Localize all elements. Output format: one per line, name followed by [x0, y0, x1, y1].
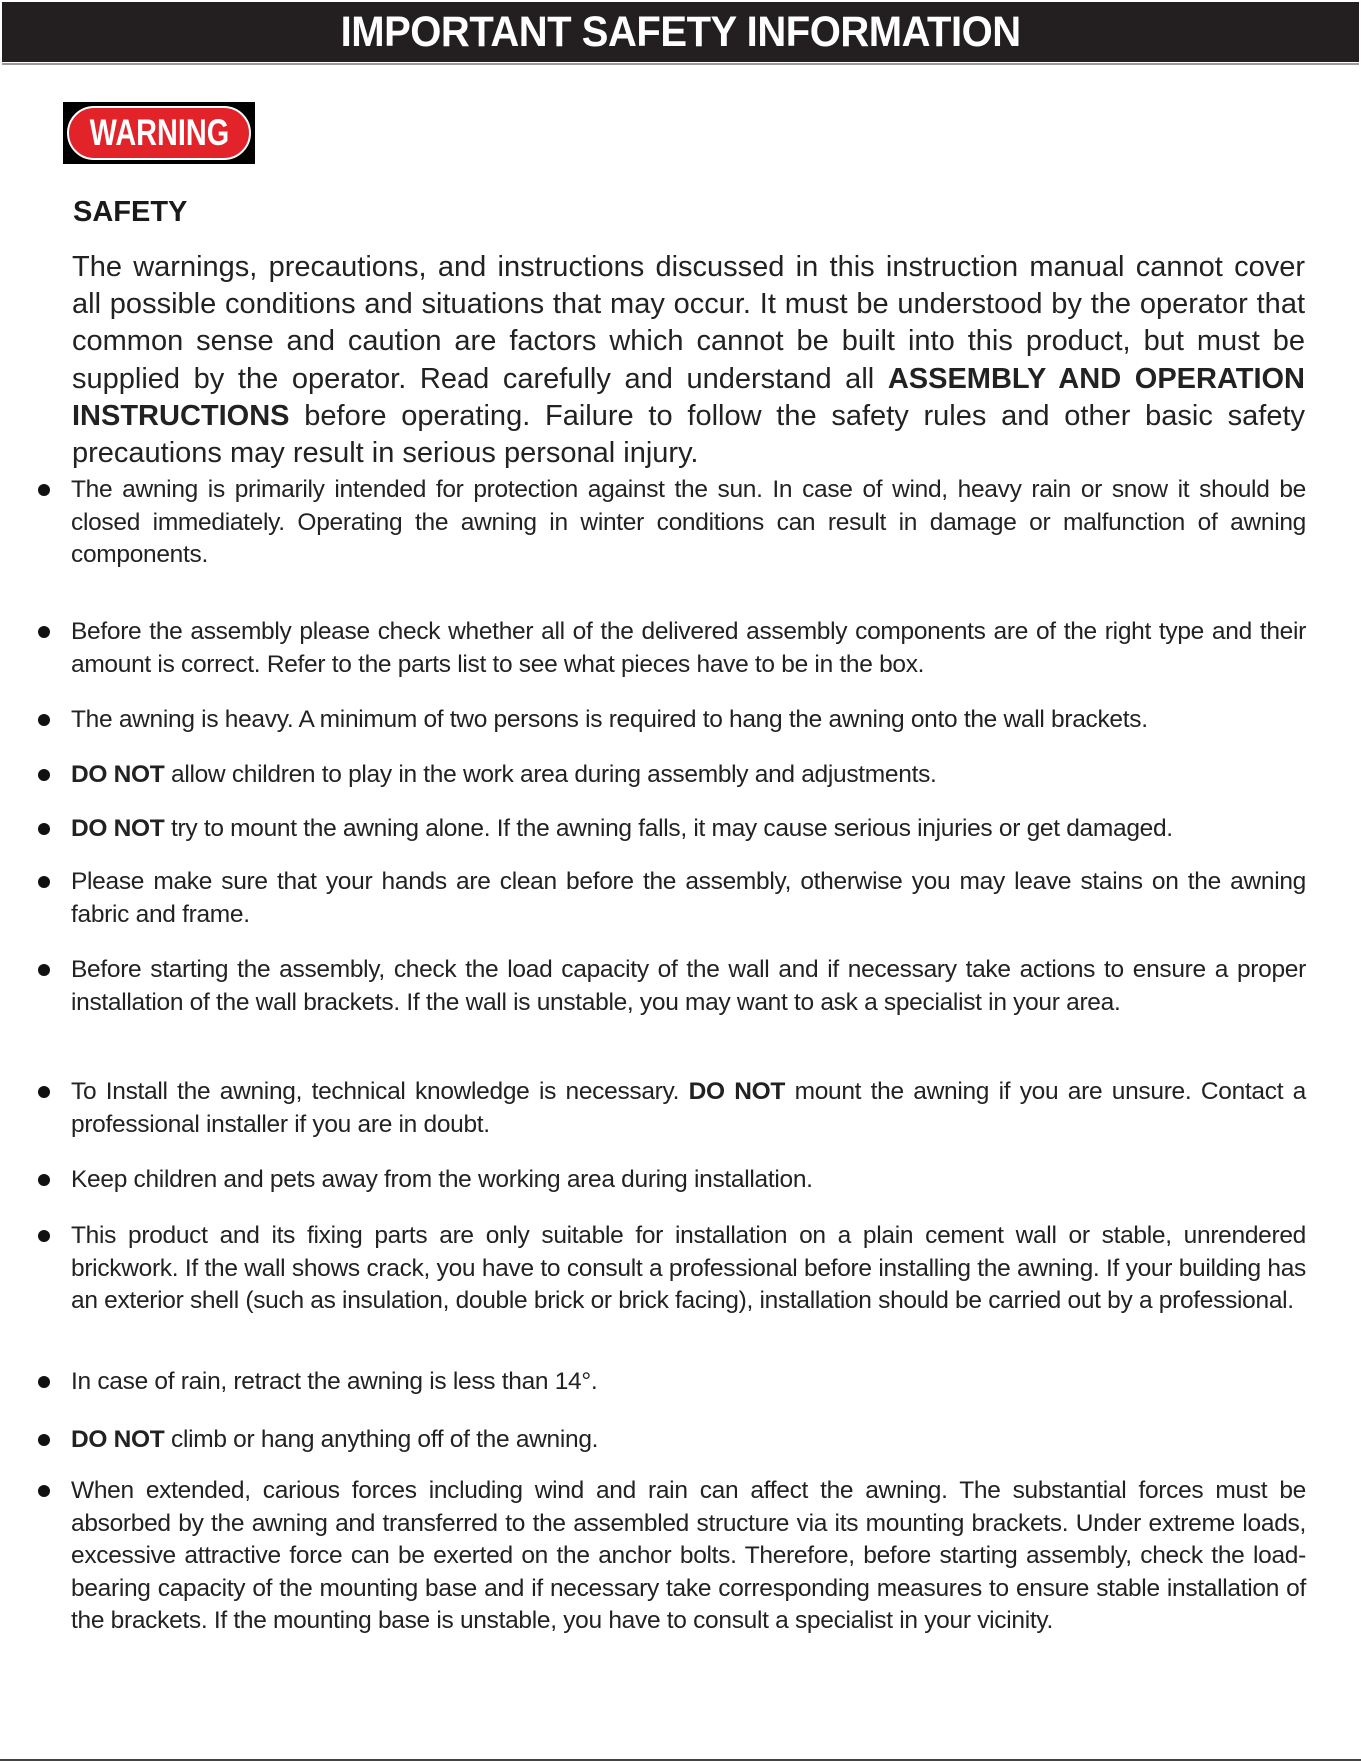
- intro-text-start: The warnings, precautions, and instructions discussed in this instruction manual cannot cover all possible conditions and situations that may occur. It must be understood by the operator that common sense and caution are factors which cannot be built into this product, but must be supplied by the operator. Read carefully and understand all: [72, 251, 1305, 395]
- bullet-item: [71, 704, 1306, 737]
- bullet-dot: [38, 484, 50, 496]
- bullet-dot: [38, 1174, 50, 1186]
- bullet-dot: [38, 876, 50, 888]
- intro-text-end: before operating. Failure to follow the safety rules and other basic safety precautions may result in serious personal injury.: [72, 399, 1305, 470]
- page-title: IMPORTANT SAFETY INFORMATION: [340, 7, 1021, 56]
- bullet-item: [71, 1475, 1306, 1638]
- bullet-dot: [38, 1230, 50, 1242]
- bullet-dot: [38, 714, 50, 726]
- bullet-dot: [38, 1434, 50, 1446]
- bullet-emphasis: DO NOT: [688, 1078, 786, 1105]
- warning-badge: [63, 102, 255, 164]
- warning-badge-pill: [67, 106, 251, 160]
- bullet-dot: [38, 1376, 50, 1388]
- bullet-item: [71, 1424, 1306, 1457]
- bullet-text: Before the assembly please check whether all of the delivered assembly components are of the right type and their amount is correct. Refer to the parts list to see what pieces have to be in the box.: [71, 618, 1306, 678]
- bullet-item: [71, 954, 1306, 1019]
- bullet-item: [71, 616, 1306, 681]
- bullet-emphasis: DO NOT: [71, 761, 165, 788]
- bullet-item: [71, 759, 1306, 792]
- bullet-dot: [38, 626, 50, 638]
- intro-paragraph: [72, 249, 1305, 472]
- bullet-text: allow children to play in the work area during assembly and adjustments.: [164, 761, 937, 788]
- bullet-dot: [38, 964, 50, 976]
- bullet-item: [71, 866, 1306, 931]
- page-header: [2, 2, 1359, 62]
- bullet-emphasis: DO NOT: [71, 1426, 165, 1453]
- bullet-item: [71, 1366, 1306, 1399]
- bullet-item: [71, 1076, 1306, 1141]
- bullet-text: mount the awning if you are unsure. Contact a professional installer if you are in doubt.: [71, 1078, 1306, 1138]
- bullet-dot: [38, 823, 50, 835]
- bullet-text: This product and its fixing parts are only suitable for installation on a plain cement wall or stable, unrendered brickwork. If the wall shows crack, you have to consult a professional before installing the awning. If your building has an exterior shell (such as insulation, double brick or brick facing), installation should be carried out by a professional.: [71, 1222, 1306, 1314]
- bullet-item: [71, 474, 1306, 572]
- bullet-item: [71, 1220, 1306, 1318]
- bullet-text: Please make sure that your hands are clean before the assembly, otherwise you may leave stains on the awning fabric and frame.: [71, 868, 1306, 928]
- bullet-text: The awning is primarily intended for protection against the sun. In case of wind, heavy rain or snow it should be closed immediately. Operating the awning in winter conditions can result in damage or malfunction of awning components.: [71, 476, 1306, 568]
- bullet-dot: [38, 769, 50, 781]
- bullet-text: The awning is heavy. A minimum of two persons is required to hang the awning onto the wall brackets.: [71, 706, 1148, 733]
- bullet-dot: [38, 1485, 50, 1497]
- bullet-text: When extended, carious forces including wind and rain can affect the awning. The substantial forces must be absorbed by the awning and transferred to the assembled structure via its mounting brackets. Under extreme loads, excessive attractive force can be exerted on the anchor bolts. Therefore, before starting assembly, check the load-bearing capacity of the mounting base and if necessary take corresponding measures to ensure stable installation of the brackets. If the mounting base is unstable, you have to consult a specialist in your vicinity.: [71, 1477, 1306, 1634]
- header-divider: [2, 63, 1359, 65]
- section-title: SAFETY: [73, 196, 188, 228]
- bullet-text: In case of rain, retract the awning is less than 14°.: [71, 1368, 598, 1395]
- intro-emphasis: ASSEMBLY AND OPERATION INSTRUCTIONS: [72, 362, 1306, 432]
- bullet-prefix: To Install the awning, technical knowledge is necessary.: [71, 1078, 689, 1105]
- bullet-text: Keep children and pets away from the working area during installation.: [71, 1166, 813, 1193]
- bullet-item: [71, 1164, 1306, 1197]
- bullet-item: [71, 813, 1306, 846]
- bullet-dot: [38, 1086, 50, 1098]
- bullet-text: Before starting the assembly, check the load capacity of the wall and if necessary take actions to ensure a proper installation of the wall brackets. If the wall is unstable, you may want to ask a specialist in your area.: [71, 956, 1306, 1016]
- warning-badge-label: WARNING: [89, 112, 229, 153]
- bullet-emphasis: DO NOT: [71, 815, 165, 842]
- bullet-text: climb or hang anything off of the awning.: [164, 1426, 599, 1453]
- bullet-text: try to mount the awning alone. If the awning falls, it may cause serious injuries or get damaged.: [164, 815, 1173, 842]
